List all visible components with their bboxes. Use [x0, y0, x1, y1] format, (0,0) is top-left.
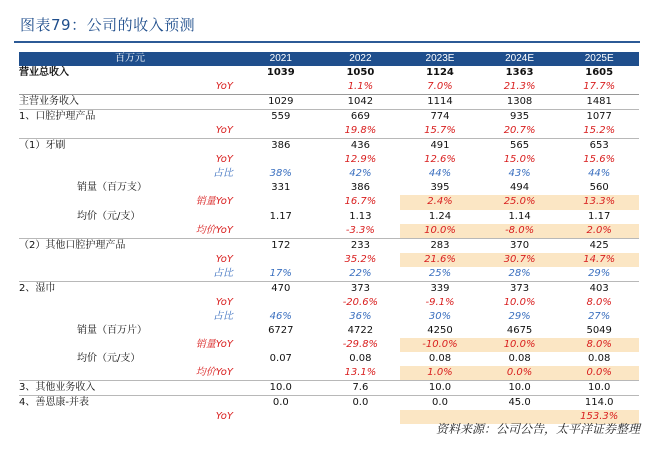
table-cell: 373	[480, 281, 560, 296]
table-header-row	[19, 52, 639, 66]
table-cell: 19.8%	[344, 125, 377, 137]
table-cell: 5049	[586, 324, 612, 336]
table-cell: 8.0%	[586, 296, 612, 308]
table-cell: 1050	[346, 67, 375, 79]
table-cell: -9.1%	[425, 296, 455, 308]
row-label: 均价（元/支）	[77, 210, 141, 222]
table-cell: 10.0	[480, 381, 560, 396]
revenue-forecast-table	[19, 52, 639, 424]
table-row	[19, 296, 639, 310]
table-cell: 283	[400, 238, 480, 253]
table-cell: 386	[350, 182, 370, 194]
table-cell: 7.0%	[400, 80, 480, 95]
table-cell: 17.7%	[559, 80, 639, 95]
table-cell: 25%	[428, 267, 452, 279]
row-label: 销量YoY	[195, 338, 233, 350]
row-label: 3、其他业务收入	[19, 381, 241, 396]
row-label: YoY	[215, 125, 233, 137]
table-cell: 669	[321, 110, 401, 125]
table-cell: 560	[589, 182, 609, 194]
table-cell: 35.2%	[344, 253, 377, 265]
table-cell	[241, 410, 321, 424]
table-cell: 15.7%	[424, 125, 456, 137]
table-cell: 10.0	[241, 381, 321, 396]
table-cell: 46%	[269, 310, 292, 322]
table-cell: 494	[510, 182, 530, 194]
table-cell: 403	[559, 281, 639, 296]
table-row	[19, 338, 639, 352]
table-cell: 42%	[349, 168, 372, 180]
table-cell	[241, 224, 321, 239]
table-cell: 425	[559, 238, 639, 253]
table-cell: 373	[321, 281, 401, 296]
table-cell: 8.0%	[559, 338, 639, 352]
table-cell	[241, 338, 321, 352]
table-row	[19, 124, 639, 139]
table-cell: 0.0%	[480, 366, 560, 381]
table-cell: 1.14	[508, 210, 531, 222]
table-cell: 30%	[428, 310, 452, 322]
table-cell: 43%	[508, 168, 531, 180]
table-row	[19, 66, 639, 80]
table-cell: 2.4%	[400, 195, 480, 209]
table-cell: 4250	[427, 324, 453, 336]
table-cell: 27%	[588, 310, 611, 322]
table-cell: -3.3%	[345, 224, 375, 236]
header-year: 2023E	[400, 52, 480, 66]
table-cell: 38%	[269, 168, 292, 180]
table-cell: 12.9%	[344, 154, 377, 166]
table-cell: 370	[480, 238, 560, 253]
table-cell: 774	[400, 110, 480, 125]
row-label: 销量YoY	[195, 196, 233, 208]
row-label: 4、善恩康-并表	[19, 396, 241, 411]
header-year: 2024E	[480, 52, 560, 66]
row-label: YoY	[215, 154, 233, 166]
table-cell: 233	[321, 238, 401, 253]
table-cell: 29%	[508, 310, 531, 322]
row-label: 1、口腔护理产品	[19, 110, 241, 125]
table-row	[19, 80, 639, 95]
table-cell: 30.7%	[480, 253, 560, 267]
table-cell: 153.3%	[559, 410, 639, 424]
table-row	[19, 238, 639, 253]
row-label: 均价YoY	[195, 367, 233, 379]
table-row	[19, 167, 639, 181]
table-cell: 10.0%	[503, 296, 536, 308]
table-cell: 0.0	[241, 396, 321, 411]
table-cell: 559	[241, 110, 321, 125]
table-cell: 16.7%	[344, 196, 377, 208]
table-cell: 1308	[480, 95, 560, 110]
table-cell: 13.3%	[559, 195, 639, 209]
row-label: 2、湿巾	[19, 281, 241, 296]
table-body	[19, 66, 639, 424]
table-cell	[241, 80, 321, 95]
table-cell: 45.0	[480, 396, 560, 411]
table-cell: 470	[241, 281, 321, 296]
table-cell: 0.0	[321, 396, 401, 411]
table-cell	[241, 296, 321, 310]
table-cell	[241, 366, 321, 381]
table-cell: 1.0%	[400, 366, 480, 381]
table-row	[19, 381, 639, 396]
table-cell: 395	[430, 182, 450, 194]
table-cell: 44%	[428, 168, 452, 180]
table-cell: 0.0	[400, 396, 480, 411]
table-cell: 565	[480, 139, 560, 154]
table-cell: 28%	[508, 267, 531, 279]
table-cell: 0.07	[269, 353, 292, 364]
row-label: 销量（百万支）	[77, 182, 147, 194]
row-label: （2）其他口腔护理产品	[19, 238, 241, 253]
row-label: YoY	[215, 296, 233, 308]
table-cell: 12.6%	[424, 154, 456, 166]
row-label: 均价YoY	[195, 224, 233, 236]
table-cell: 339	[400, 281, 480, 296]
table-cell: 20.7%	[503, 125, 536, 137]
table-cell: 653	[559, 139, 639, 154]
table-row	[19, 396, 639, 411]
table-cell: 491	[400, 139, 480, 154]
table-cell: 1.1%	[321, 80, 401, 95]
row-label: 销量（百万片）	[77, 324, 147, 336]
table-cell: 10.0%	[400, 224, 480, 239]
table-cell: 17%	[269, 267, 292, 279]
table-row	[19, 153, 639, 167]
table-row	[19, 310, 639, 324]
table-cell: 1114	[400, 95, 480, 110]
header-year: 2021	[241, 52, 321, 66]
table-cell: 6727	[268, 324, 294, 336]
table-cell: 1.17	[269, 210, 292, 222]
table-row	[19, 210, 639, 224]
table-cell	[241, 124, 321, 139]
table-cell: 935	[480, 110, 560, 125]
table-cell: 386	[241, 139, 321, 154]
table-cell	[321, 410, 401, 424]
table-cell: -8.0%	[480, 224, 560, 239]
table-cell: 14.7%	[559, 253, 639, 267]
row-label: 均价（元/支）	[77, 353, 141, 364]
table-row	[19, 139, 639, 154]
table-cell: 10.0%	[480, 338, 560, 352]
table-cell: 36%	[349, 310, 372, 322]
header-unit-label: 百万元	[19, 52, 241, 66]
table-cell: 21.6%	[400, 253, 480, 267]
header-year: 2022	[321, 52, 401, 66]
table-cell: 1077	[559, 110, 639, 125]
table-cell: 436	[321, 139, 401, 154]
table-cell: 1481	[559, 95, 639, 110]
table-row	[19, 181, 639, 195]
table-cell: 1039	[266, 67, 295, 79]
title-divider	[14, 41, 640, 43]
table-cell: -29.8%	[342, 338, 379, 350]
table-row	[19, 366, 639, 381]
table-row	[19, 281, 639, 296]
row-label: YoY	[215, 253, 233, 265]
table-cell: 1.13	[349, 210, 372, 222]
row-label: 占比	[213, 310, 233, 322]
row-label: 占比	[213, 168, 233, 180]
table-cell: 2.0%	[559, 224, 639, 239]
table-cell: 21.3%	[480, 80, 560, 95]
table-cell: 0.08	[508, 353, 531, 364]
table-row	[19, 253, 639, 267]
table-cell: 331	[271, 182, 291, 194]
table-row	[19, 224, 639, 239]
row-label: 主营业务收入	[19, 95, 241, 110]
table-cell: 1124	[426, 67, 454, 79]
table-cell: 13.1%	[344, 367, 377, 379]
table-cell: 1605	[585, 67, 614, 79]
table-cell: 10.0	[400, 381, 480, 396]
figure-title: 图表79：公司的收入预测	[20, 16, 196, 34]
table-cell: 1042	[321, 95, 401, 110]
table-cell	[241, 195, 321, 209]
table-cell: 0.08	[349, 353, 372, 364]
table-cell: 1.24	[428, 210, 452, 222]
table-cell	[241, 253, 321, 267]
row-label: 占比	[213, 267, 233, 279]
table-cell: -10.0%	[400, 338, 480, 352]
table-cell: 10.0	[559, 381, 639, 396]
table-row	[19, 324, 639, 338]
row-label: 营业总收入	[19, 67, 69, 79]
table-row	[19, 267, 639, 282]
table-cell	[241, 153, 321, 167]
row-label: YoY	[19, 80, 241, 95]
table-cell: 25.0%	[480, 195, 560, 209]
table-cell: 29%	[588, 267, 611, 279]
row-label: YoY	[215, 411, 233, 423]
table-cell: 22%	[349, 267, 372, 279]
table-cell: 1363	[505, 67, 534, 79]
table-cell: 1.17	[588, 210, 611, 222]
header-year: 2025E	[559, 52, 639, 66]
table-cell: -20.6%	[342, 296, 379, 308]
table-row	[19, 95, 639, 110]
table-cell: 114.0	[559, 396, 639, 411]
source-note: 资料来源：公司公告，太平洋证券整理	[435, 422, 640, 436]
table-row	[19, 352, 639, 366]
table-cell: 172	[241, 238, 321, 253]
table-cell: 0.08	[588, 353, 611, 364]
table-cell: 7.6	[321, 381, 401, 396]
table-cell: 15.0%	[503, 154, 536, 166]
table-cell: 15.6%	[583, 154, 616, 166]
table-cell: 1029	[241, 95, 321, 110]
table-row	[19, 195, 639, 209]
table-cell: 15.2%	[583, 125, 616, 137]
table-cell: 4722	[347, 324, 374, 336]
table-row	[19, 110, 639, 125]
table-cell: 0.08	[428, 353, 452, 364]
table-cell: 4675	[506, 324, 533, 336]
table-cell: 0.0%	[559, 366, 639, 381]
table-cell: 44%	[588, 168, 611, 180]
row-label: （1）牙刷	[19, 139, 241, 154]
